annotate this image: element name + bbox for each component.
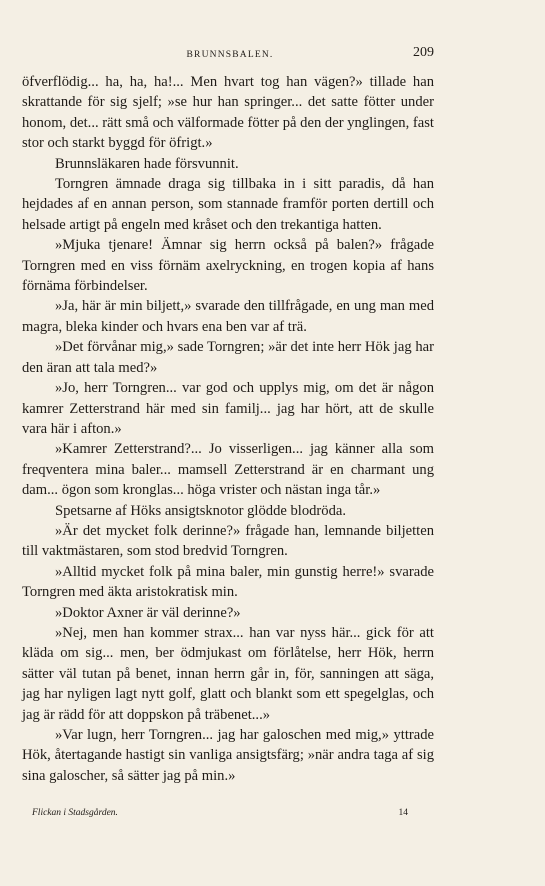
signature-number: 14	[398, 808, 408, 818]
paragraph: »Det förvånar mig,» sade Torngren; »är det inte herr Hök jag har den äran att tala med?»	[22, 339, 434, 376]
page-body	[22, 72, 434, 786]
paragraph: »Nej, men han kommer strax... han var nyss här... gick för att kläda om sig... men, ber ödmjukast om förlåtelse, herr Hök, herrn sätter väl tutan på benet, innan herrn går in, för, sanningen att säga, jag har nyligen lagt nytt golf, glatt och blankt som ett spegelglas, och jag är rädd för att doppskon på träbenet...»	[22, 624, 434, 723]
paragraph: »Kamrer Zetterstrand?... Jo visserligen... jag känner alla som freqventera mina baler... mamsell Zetterstrand är en charmant ung dam... ögon som kronglas... höga vrister och nästan inga tår.»	[22, 441, 434, 499]
paragraph: »Doktor Axner är väl derinne?»	[55, 604, 241, 621]
page-number: 209	[413, 45, 434, 60]
paragraph: »Är det mycket folk derinne?» frågade han, lemnande biljetten till vaktmästaren, som stod bredvid Torngren.	[22, 522, 434, 560]
paragraph: »Var lugn, herr Torngren... jag har galoschen med mig,» yttrade Hök, återtagande hastigt sin vanliga ansigtsfärg; »när andra taga af sig sina galoscher, så sätter jag på min.»	[22, 727, 434, 784]
paragraph: »Alltid mycket folk på mina baler, min gunstig herre!» svarade Torngren med äkta aristokratisk min.	[22, 563, 434, 601]
paragraph: Brunnsläkaren hade försvunnit.	[55, 155, 239, 172]
paragraph: »Mjuka tjenare! Ämnar sig herrn också på balen?» frågade Torngren med en viss förnäm axelryckning, en trogen kopia af hans förnäma förbindelser.	[22, 237, 434, 295]
paragraph: »Ja, här är min biljett,» svarade den tillfrågade, en ung man med magra, bleka kinder och hvars ena ben var af trä.	[22, 298, 434, 335]
paragraph: Torngren ämnade draga sig tillbaka in i sitt paradis, då han hejdades af en annan person, som stannade framför porten dertill och helsade artigt på engeln med kråset och den trekantiga hatten.	[22, 176, 434, 233]
signature-title: Flickan i Stadsgården.	[32, 808, 118, 818]
running-header: BRUNNSBALEN.	[186, 50, 274, 60]
paragraph: »Jo, herr Torngren... var god och upplys mig, om det är någon kamrer Zetterstrand här med sin familj... jag har hört, att de skulle vara här i afton.»	[22, 380, 434, 437]
paragraph: öfverflödig... ha, ha, ha!... Men hvart tog han vägen?» tillade han skrattande för sig sjelf; »se hur han springer... det satte fötter under honom, det... rätt små och välformade fötter på den der ynglingen, fast stor och starkt byggd för öfrigt.»	[22, 74, 434, 152]
paragraph: Spetsarne af Höks ansigtsknotor glödde blodröda.	[55, 502, 347, 519]
